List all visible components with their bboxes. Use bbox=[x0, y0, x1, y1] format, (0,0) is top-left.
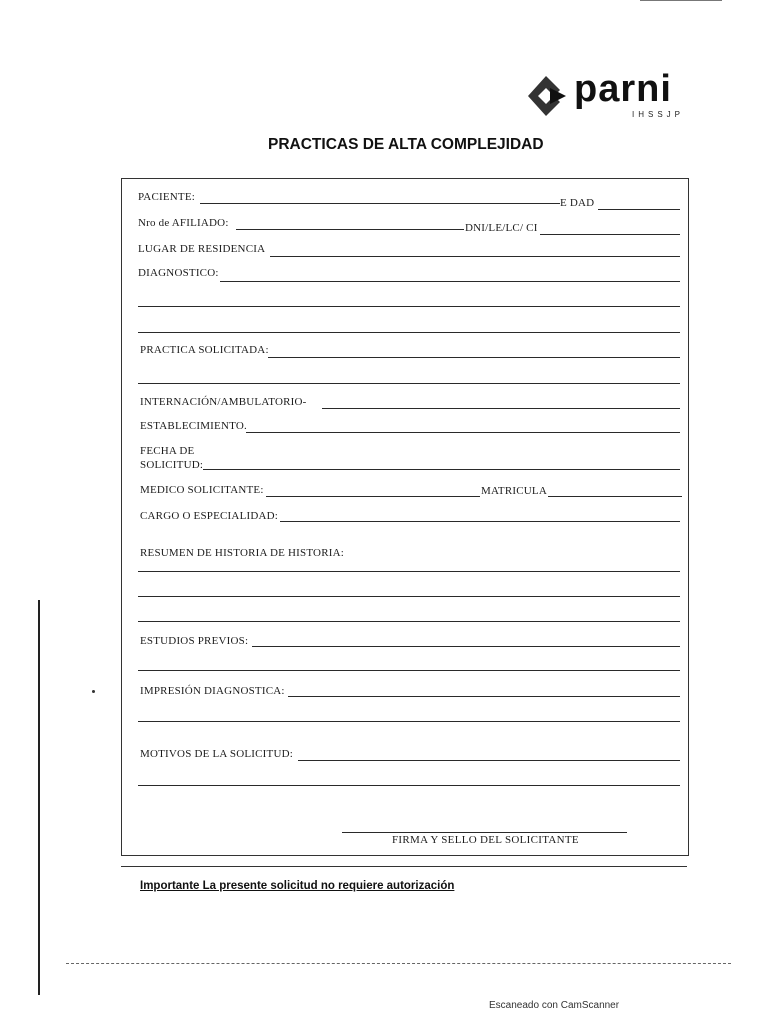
field-internacion[interactable] bbox=[322, 408, 680, 409]
label-firma: FIRMA Y SELLO DEL SOLICITANTE bbox=[392, 834, 579, 846]
field-lugar-residencia[interactable] bbox=[270, 256, 680, 257]
field-impresion-diagnostica-line-2[interactable] bbox=[138, 721, 680, 722]
scan-edge-top bbox=[640, 0, 722, 1]
label-motivos: MOTIVOS DE LA SOLICITUD: bbox=[140, 748, 293, 760]
field-matricula[interactable] bbox=[548, 496, 682, 497]
field-nro-afiliado[interactable] bbox=[236, 229, 464, 230]
label-establecimiento: ESTABLECIMIENTO. bbox=[140, 420, 247, 432]
field-diagnostico-line-2[interactable] bbox=[138, 306, 680, 307]
label-dni: DNI/LE/LC/ CI bbox=[465, 222, 538, 234]
field-practica-solicitada[interactable] bbox=[268, 357, 680, 358]
field-paciente[interactable] bbox=[200, 203, 560, 204]
page-title: PRACTICAS DE ALTA COMPLEJIDAD bbox=[268, 136, 544, 153]
field-establecimiento[interactable] bbox=[246, 432, 680, 433]
label-nro-afiliado: Nro de AFILIADO: bbox=[138, 217, 229, 229]
field-dni[interactable] bbox=[540, 234, 680, 235]
scan-edge-left bbox=[38, 600, 40, 995]
field-motivos-line-2[interactable] bbox=[138, 785, 680, 786]
label-medico-solicitante: MEDICO SOLICITANTE: bbox=[140, 484, 264, 496]
label-fecha-de: FECHA DE bbox=[140, 445, 195, 457]
label-cargo: CARGO O ESPECIALIDAD: bbox=[140, 510, 279, 522]
form-box-bottom-line bbox=[121, 866, 687, 867]
parni-logo-icon bbox=[526, 74, 574, 118]
label-internacion: INTERNACIÓN/AMBULATORIO- bbox=[140, 396, 307, 408]
logo-text: parni bbox=[574, 68, 672, 110]
label-estudios-previos: ESTUDIOS PREVIOS: bbox=[140, 635, 249, 647]
label-practica-solicitada: PRACTICA SOLICITADA: bbox=[140, 344, 269, 356]
field-fecha-solicitud[interactable] bbox=[203, 469, 680, 470]
field-diagnostico-line-3[interactable] bbox=[138, 332, 680, 333]
field-impresion-diagnostica[interactable] bbox=[288, 696, 680, 697]
field-medico-solicitante[interactable] bbox=[266, 496, 480, 497]
label-edad: E DAD bbox=[560, 197, 595, 209]
parni-logo bbox=[526, 68, 686, 124]
label-diagnostico: DIAGNOSTICO: bbox=[138, 267, 219, 279]
scan-speck bbox=[92, 690, 95, 693]
field-practica-solicitada-line-2[interactable] bbox=[138, 383, 680, 384]
logo-subtext: IHSSJP bbox=[632, 110, 685, 119]
field-resumen-line-1[interactable] bbox=[138, 571, 680, 572]
label-resumen: RESUMEN DE HISTORIA DE HISTORIA: bbox=[140, 547, 345, 559]
field-resumen-line-3[interactable] bbox=[138, 621, 680, 622]
field-estudios-previos[interactable] bbox=[252, 646, 680, 647]
label-matricula: MATRICULA bbox=[481, 485, 547, 497]
label-impresion-diagnostica: IMPRESIÓN DIAGNOSTICA: bbox=[140, 685, 285, 697]
label-solicitud: SOLICITUD: bbox=[140, 459, 204, 471]
field-resumen-line-2[interactable] bbox=[138, 596, 680, 597]
field-cargo[interactable] bbox=[280, 521, 680, 522]
field-edad[interactable] bbox=[598, 209, 680, 210]
important-notice: Importante La presente solicitud no requiere autorización bbox=[140, 880, 455, 892]
scan-edge-bottom bbox=[66, 963, 731, 964]
field-firma[interactable] bbox=[342, 832, 627, 833]
label-paciente: PACIENTE: bbox=[138, 191, 196, 203]
field-estudios-previos-line-2[interactable] bbox=[138, 670, 680, 671]
label-lugar-residencia: LUGAR DE RESIDENCIA bbox=[138, 243, 266, 255]
scanner-footer: Escaneado con CamScanner bbox=[489, 1000, 620, 1011]
field-motivos[interactable] bbox=[298, 760, 680, 761]
field-diagnostico[interactable] bbox=[220, 281, 680, 282]
